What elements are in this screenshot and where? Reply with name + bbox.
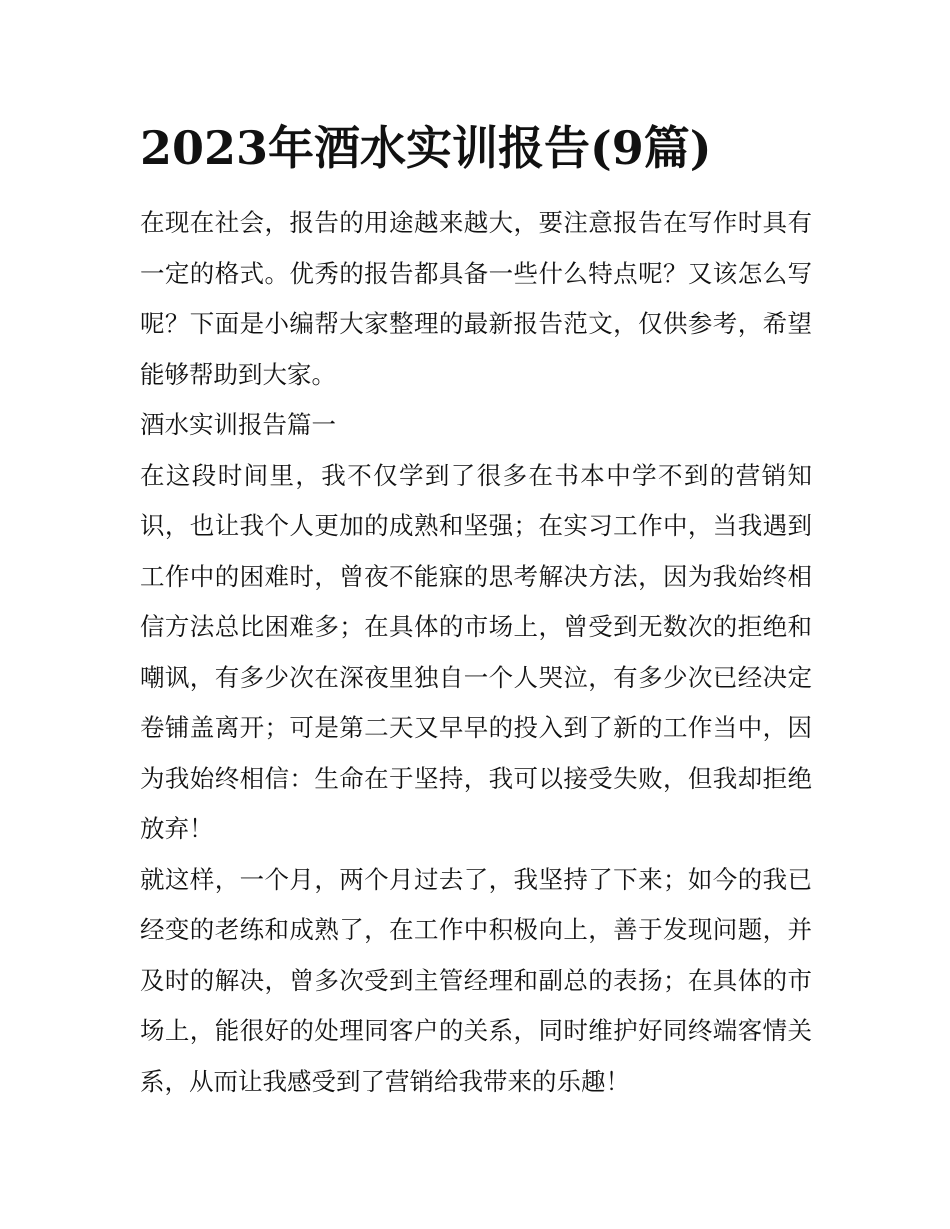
body-paragraph: 在这段时间里，我不仅学到了很多在书本中学不到的营销知识，也让我个人更加的成熟和坚强；在实习工作中，当我遇到工作中的困难时，曾夜不能寐的思考解决方法，因为我始终相信方法总比困难多；在具体的市场上，曾受到无数次的拒绝和嘲讽，有多少次在深夜里独自一个人哭泣，有多少次已经决定卷铺盖离开；可是第二天又早早的投入到了新的工作当中，因为我始终相信：生命在于坚持，我可以接受失败，但我却拒绝放弃！ (140, 460, 812, 843)
section-heading: 酒水实训报告篇一 (140, 410, 336, 439)
document-title: 2023年酒水实训报告(9篇) (140, 121, 712, 175)
body-paragraph: 就这样，一个月，两个月过去了，我坚持了下来；如今的我已经变的老练和成熟了，在工作中积极向上，善于发现问题，并及时的解决，曾多次受到主管经理和副总的表扬；在具体的市场上，能很好的处理同客户的关系，同时维护好同终端客情关系，从而让我感受到了营销给我带来的乐趣！ (140, 864, 812, 1096)
document-body (140, 198, 812, 1107)
intro-paragraph: 在现在社会，报告的用途越来越大，要注意报告在写作时具有一定的格式。优秀的报告都具备一些什么特点呢？又该怎么写呢？下面是小编帮大家整理的最新报告范文，仅供参考，希望能够帮助到大家。 (140, 208, 812, 389)
